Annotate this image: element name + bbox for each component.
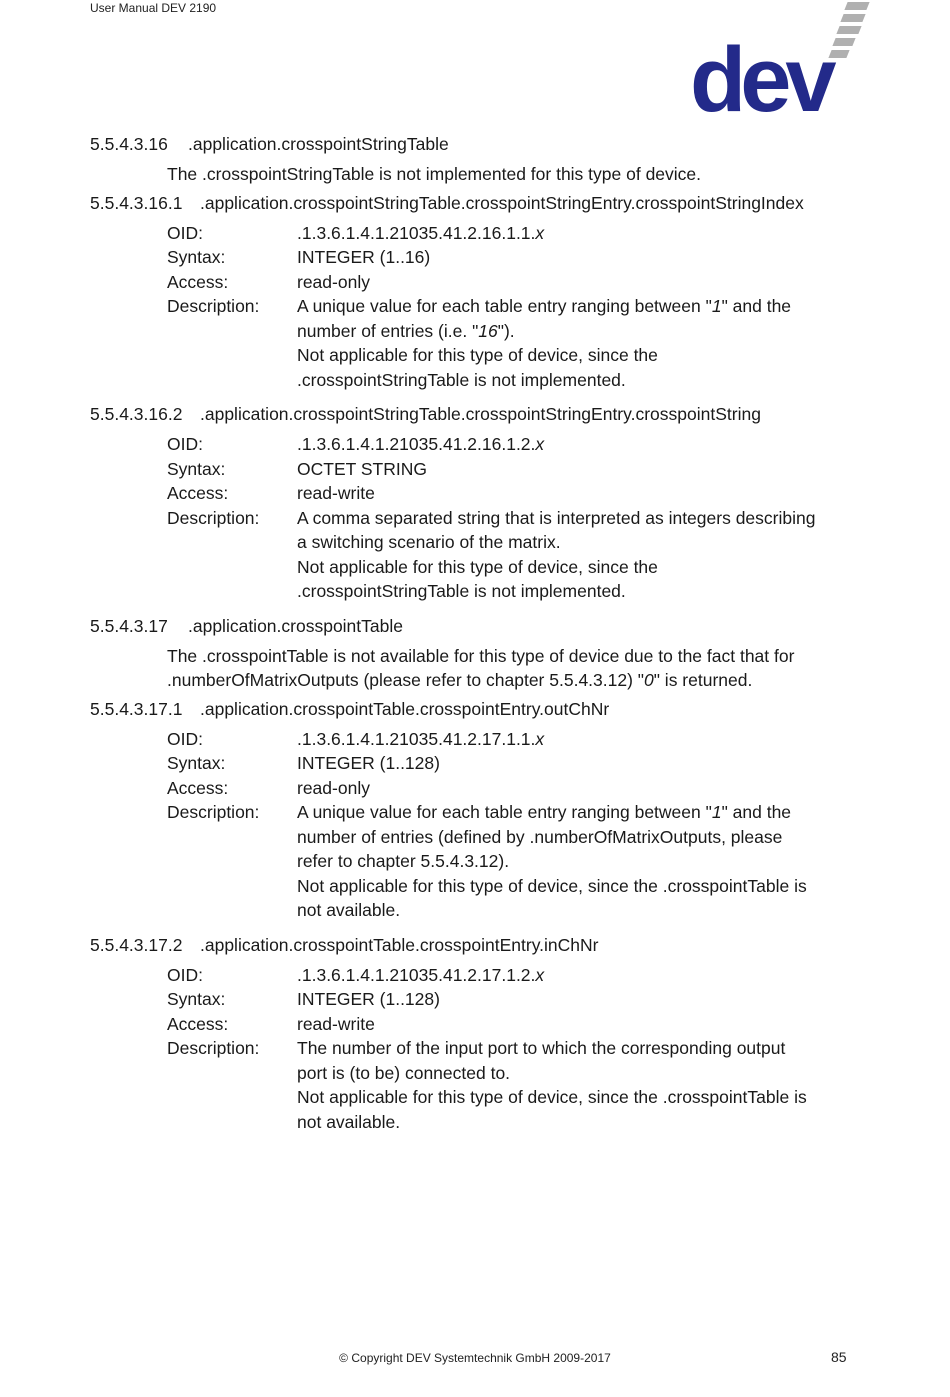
access-label: Access:: [167, 777, 229, 798]
object-definition: [167, 432, 860, 604]
description-value: The number of the input port to which the corresponding output port is (to be) connected to. Not applicable for this type of device, since the .crosspointTable is not available.: [297, 1038, 807, 1132]
description-label: Description:: [167, 507, 260, 528]
oid-value: .1.3.6.1.4.1.21035.41.2.16.1.2.x: [297, 434, 545, 454]
section-number: 5.5.4.3.16.1: [90, 192, 183, 213]
oid-label: OID:: [167, 434, 203, 454]
oid-label: OID:: [167, 964, 203, 985]
description-label: Description:: [167, 296, 260, 316]
dev-logo: [686, 0, 876, 131]
section-heading: [90, 191, 860, 215]
section-heading: [90, 402, 860, 426]
section-number: 5.5.4.3.16.2: [90, 404, 183, 424]
section-heading: [90, 933, 860, 957]
dev-logo-text: dev: [690, 29, 831, 131]
access-value: read-write: [297, 1013, 375, 1034]
section-paragraph: The .crosspointStringTable is not implemented for this type of device.: [167, 164, 702, 184]
description-label: Description:: [167, 1038, 260, 1058]
section-heading: [90, 697, 860, 721]
description-value: A unique value for each table entry ranging between "1" and the number of entries (i.e. "16"). Not applicable for this type of device, since the .crosspointStringTable is not implemented.: [297, 296, 792, 390]
oid-value: .1.3.6.1.4.1.21035.41.2.16.1.1.x: [297, 222, 545, 243]
access-value: read-only: [297, 777, 370, 798]
oid-value: .1.3.6.1.4.1.21035.41.2.17.1.2.x: [297, 964, 545, 985]
access-label: Access:: [167, 483, 229, 503]
document-body: [90, 128, 860, 1144]
access-label: Access:: [167, 271, 229, 292]
access-label: Access:: [167, 1013, 229, 1034]
footer-copyright: © Copyright DEV Systemtechnik GmbH 2009-2017: [339, 1351, 611, 1365]
syntax-label: Syntax:: [167, 247, 226, 267]
object-definition: [167, 221, 860, 393]
section-title: .application.crosspointTable: [188, 615, 403, 636]
page-header-title: User Manual DEV 2190: [90, 1, 217, 15]
oid-label: OID:: [167, 222, 203, 243]
object-definition: [167, 963, 860, 1135]
section-title: .application.crosspointStringTable: [188, 134, 449, 154]
syntax-value: INTEGER (1..16): [297, 247, 431, 267]
section-number: 5.5.4.3.17.2: [90, 934, 183, 955]
description-value: A comma separated string that is interpreted as integers describing a switching scenario of the matrix. Not applicable for this type of device, since the .crosspointStringTable is not implemented.: [297, 507, 816, 601]
description-value: A unique value for each table entry ranging between "1" and the number of entries (defined by .numberOfMatrixOutputs, please refer to chapter 5.5.4.3.12). Not applicable for this type of device, since the .crosspointTable is not available.: [297, 802, 807, 920]
syntax-value: INTEGER (1..128): [297, 753, 440, 773]
description-label: Description:: [167, 802, 260, 822]
access-value: read-write: [297, 483, 375, 503]
section-paragraph: The .crosspointTable is not available for this type of device due to the fact that for .numberOfMatrixOutputs (please refer to chapter 5.5.4.3.12) "0" is returned.: [167, 645, 795, 690]
syntax-label: Syntax:: [167, 753, 226, 773]
oid-label: OID:: [167, 728, 203, 749]
object-definition: [167, 727, 860, 923]
syntax-label: Syntax:: [167, 989, 226, 1009]
section-title: .application.crosspointStringTable.crosspointStringEntry.crosspointString: [200, 404, 761, 424]
oid-value: .1.3.6.1.4.1.21035.41.2.17.1.1.x: [297, 728, 545, 749]
access-value: read-only: [297, 271, 370, 292]
section-heading: [90, 614, 860, 638]
section-title: .application.crosspointStringTable.crosspointStringEntry.crosspointStringIndex: [200, 192, 804, 213]
syntax-value: INTEGER (1..128): [297, 989, 440, 1009]
section-title: .application.crosspointTable.crosspointEntry.inChNr: [200, 934, 599, 955]
page-number: 85: [831, 1349, 847, 1365]
section-heading: [90, 132, 860, 156]
section-number: 5.5.4.3.17.1: [90, 698, 183, 719]
section-title: .application.crosspointTable.crosspointEntry.outChNr: [200, 698, 610, 719]
section-number: 5.5.4.3.16: [90, 134, 168, 154]
syntax-label: Syntax:: [167, 458, 226, 479]
section-number: 5.5.4.3.17: [90, 615, 168, 636]
syntax-value: OCTET STRING: [297, 458, 427, 479]
